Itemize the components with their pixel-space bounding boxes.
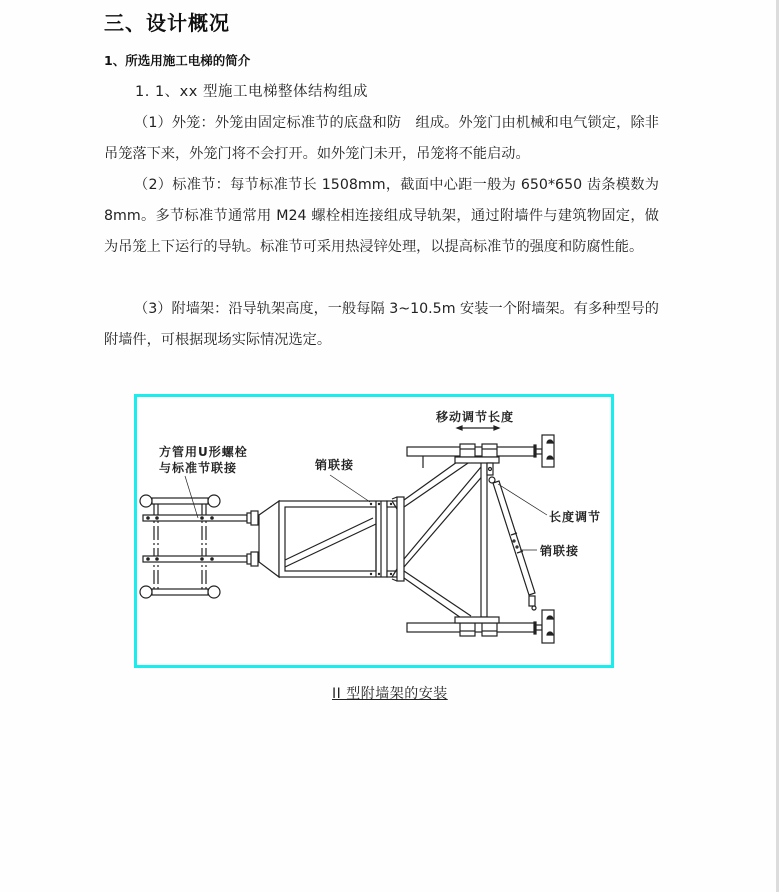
paragraph-outer-cage: （1）外笼：外笼由固定标准节的底盘和防 组成。外笼门由机械和电气锁定，除非吊笼落下来，外笼门将不会打开。如外笼门未开，吊笼将不能启动。 <box>104 115 659 162</box>
standard-section-clamp <box>140 495 279 598</box>
top-rail <box>407 435 554 468</box>
middle-frame <box>259 501 397 577</box>
move-dimension-arrow <box>457 426 499 430</box>
section-title: 三、设计概况 <box>104 11 230 35</box>
triangular-truss <box>392 457 487 620</box>
paragraph-standard-section: （2）标准节：每节标准节长 1508mm，截面中心距一般为 650*650 齿条模数为 8mm。多节标准节通常用 M24 螺栓相连接组成导轨架，通过附墙件与建筑物固定，做为吊笼上下运行的导轨。标准节可采用热浸锌处理，以提高标准节的强度和防腐性能。 <box>104 177 659 255</box>
adjustable-strut <box>487 463 536 610</box>
figure-frame <box>134 394 614 668</box>
label-clamp-line2: 与标准节联接 <box>159 461 238 475</box>
label-pin-connection-top: 销联接 <box>315 458 355 472</box>
label-clamp-line1: 方管用U形螺栓 <box>159 445 248 459</box>
label-length-adjust: 长度调节 <box>549 510 602 524</box>
label-move-adjust-length: 移动调节长度 <box>436 410 515 424</box>
wall-bracket-diagram <box>137 397 611 665</box>
subsubsection-title: 1. 1、xx 型施工电梯整体结构组成 <box>135 84 368 100</box>
paragraph-wall-bracket: （3）附墙架：沿导轨架高度，一般每隔 3~10.5m 安装一个附墙架。有多种型号的附墙件，可根据现场实际情况选定。 <box>104 301 659 348</box>
label-pin-connection-right: 销联接 <box>540 544 580 558</box>
figure-caption: II 型附墙架的安装 <box>332 686 448 702</box>
subsection-title: 1、所选用施工电梯的简介 <box>104 53 251 68</box>
